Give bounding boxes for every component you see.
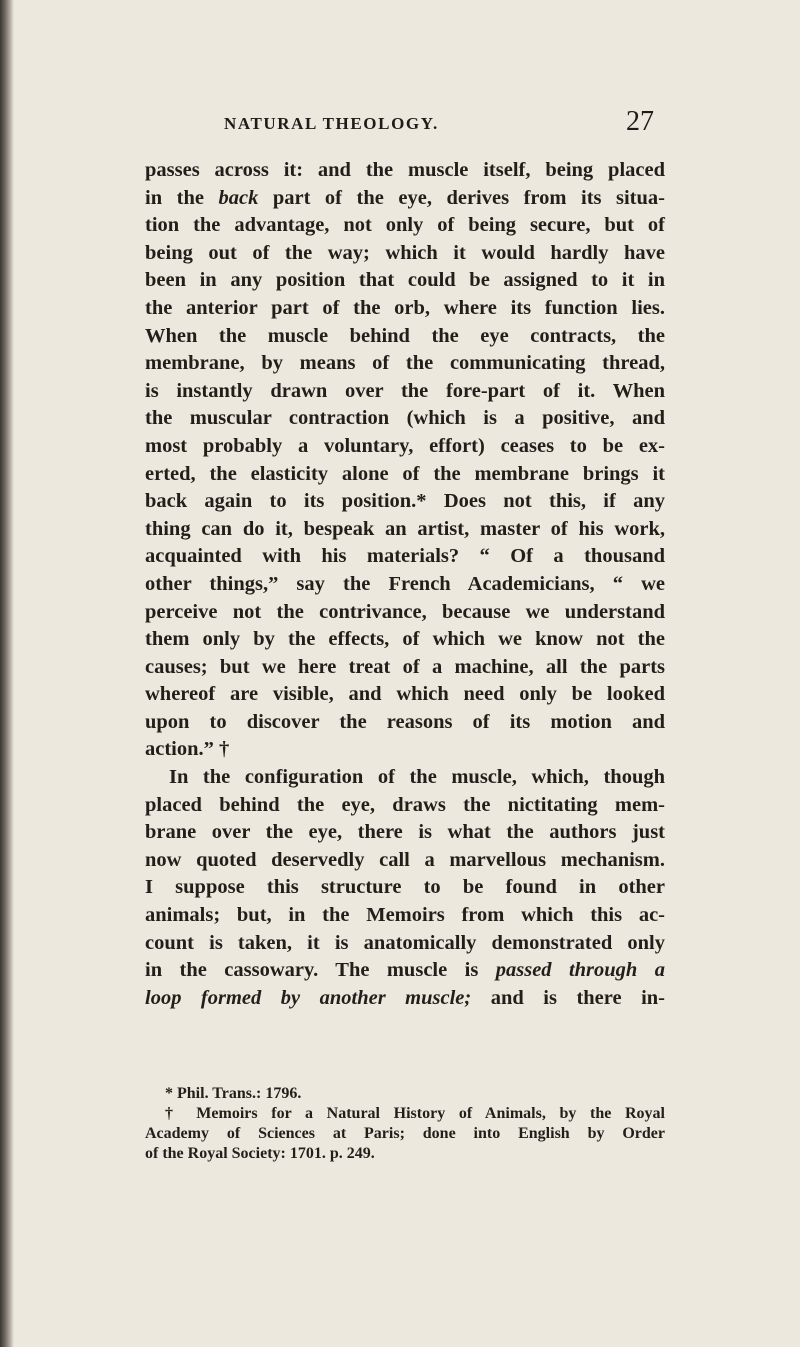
text-line — [145, 985, 665, 1013]
text-line: being out of the way; which it would hardly have — [145, 241, 665, 264]
text-line: been in any position that could be assigned to it in — [145, 269, 665, 292]
text-line: the muscular contraction (which is a positive, and — [145, 407, 665, 430]
text-line: whereof are visible, and which need only be looked — [145, 683, 665, 706]
text-line: placed behind the eye, draws the nictitating mem- — [145, 793, 665, 816]
page-header — [224, 106, 664, 140]
italic-phrase: passed through a — [495, 959, 666, 982]
text-line — [145, 957, 665, 985]
text-line: back again to its position.* Does not this, if any — [145, 490, 665, 513]
text-line: the anterior part of the orb, where its function lies. — [145, 296, 665, 319]
text-line: tion the advantage, not only of being secure, but of — [145, 214, 665, 237]
footnote: † Memoirs for a Natural History of Animals, by the Royal — [165, 1105, 665, 1122]
body-text — [145, 157, 665, 1012]
text-line: upon to discover the reasons of its motion and — [145, 710, 665, 733]
text-line: other things,” say the French Academicians, “ we — [145, 572, 665, 595]
footnote-continuation: Academy of Sciences at Paris; done into English by Order — [145, 1125, 665, 1142]
text-line: passes across it: and the muscle itself, being placed — [145, 159, 665, 181]
text-line: count is taken, it is anatomically demonstrated only — [145, 931, 665, 954]
text-line: I suppose this structure to be found in other — [145, 876, 665, 899]
footnotes — [145, 1084, 665, 1164]
text-line: is instantly drawn over the fore-part of it. When — [145, 379, 665, 402]
text-line: action.” † — [145, 738, 230, 761]
text-segment: in the cassowary. The muscle is — [145, 959, 479, 982]
footnote-continuation: of the Royal Society: 1701. p. 249. — [145, 1145, 375, 1162]
text-line: thing can do it, bespeak an artist, master of his work, — [145, 517, 665, 540]
text-line: now quoted deservedly call a marvellous mechanism. — [145, 848, 665, 871]
italic-word: back — [218, 186, 259, 209]
text-line: most probably a voluntary, effort) ceases to be ex- — [145, 434, 665, 457]
text-line: erted, the elasticity alone of the membrane brings it — [145, 462, 665, 485]
text-line: causes; but we here treat of a machine, all the parts — [145, 655, 665, 678]
text-line: animals; but, in the Memoirs from which this ac- — [145, 904, 665, 927]
text-line: membrane, by means of the communicating thread, — [145, 352, 665, 375]
text-segment: and is there in- — [490, 986, 666, 1009]
text-line: acquainted with his materials? “ Of a thousand — [145, 545, 665, 568]
text-line: brane over the eye, there is what the authors just — [145, 821, 665, 844]
text-line: them only by the effects, of which we know not the — [145, 628, 665, 651]
page-number: 27 — [626, 106, 654, 137]
text-line: in the back part of the eye, derives from its situa- — [145, 186, 665, 209]
italic-phrase: loop formed by another muscle; — [145, 986, 472, 1009]
text-line: In the configuration of the muscle, which, though — [169, 766, 665, 789]
text-line: When the muscle behind the eye contracts, the — [145, 324, 665, 347]
running-head: NATURAL THEOLOGY. — [224, 114, 439, 133]
footnote: * Phil. Trans.: 1796. — [165, 1085, 302, 1102]
text-line: perceive not the contrivance, because we understand — [145, 600, 665, 623]
